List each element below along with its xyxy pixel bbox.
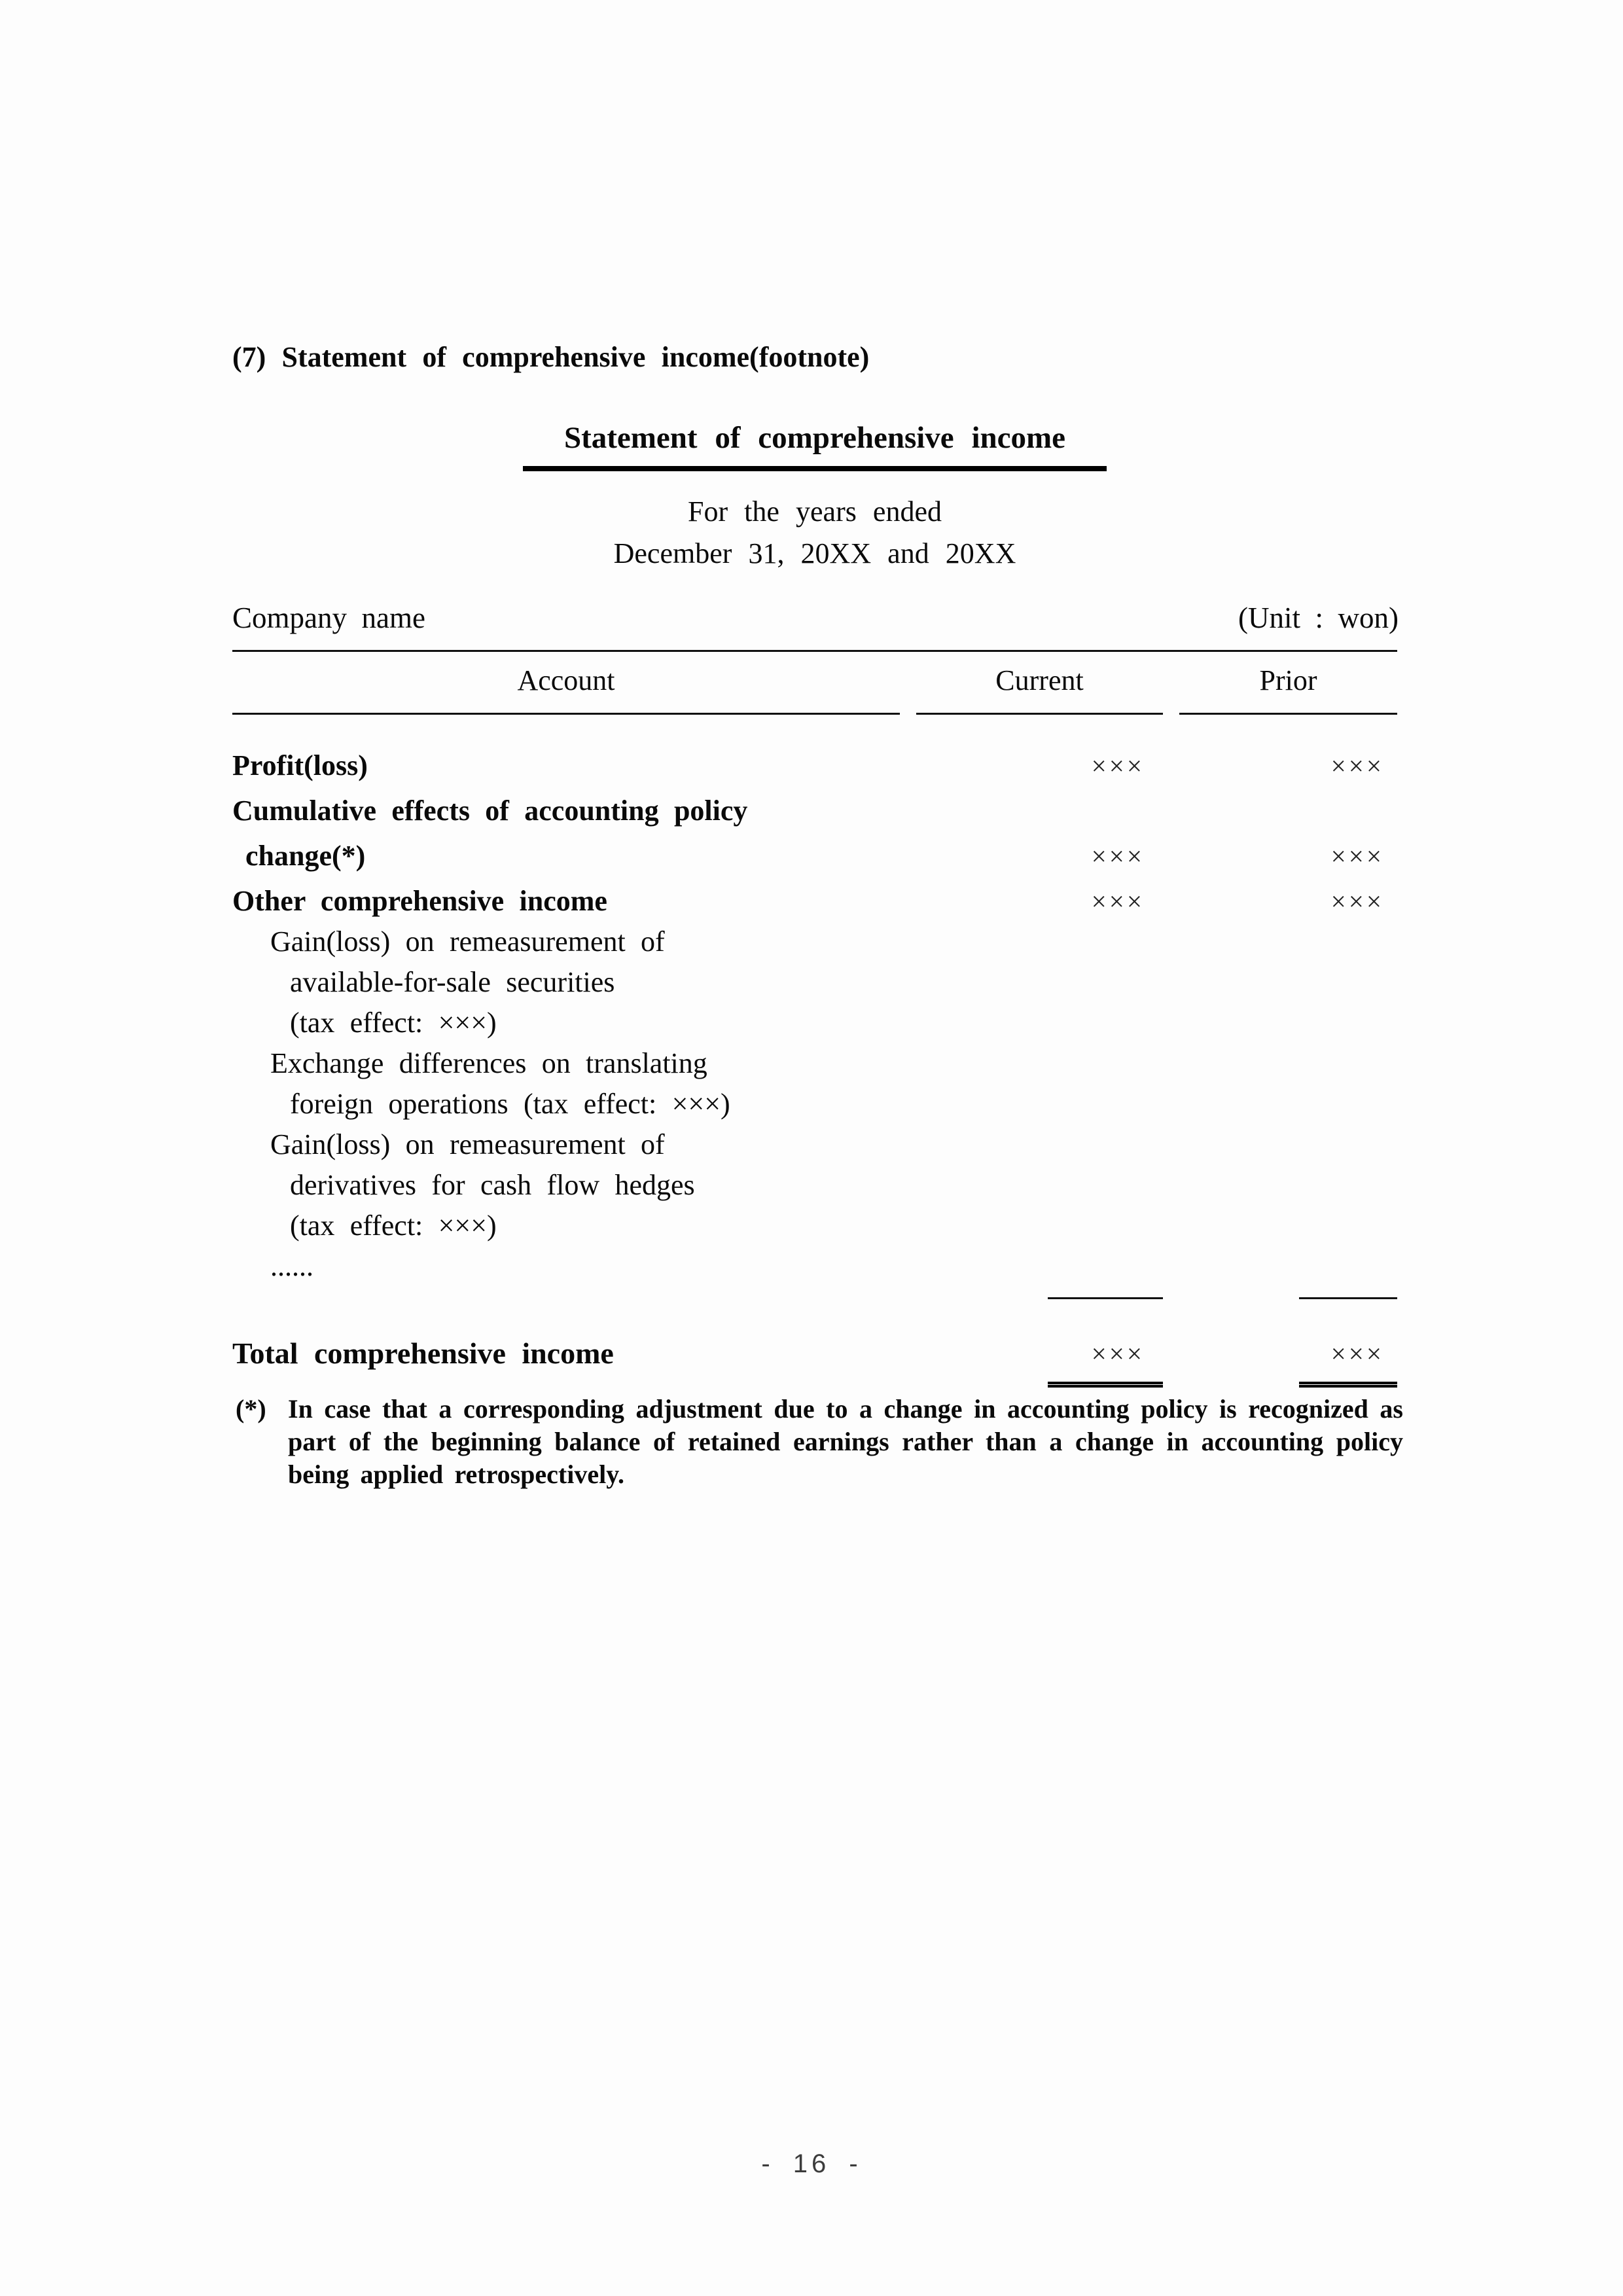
prior-cell: ××× [1330,886,1384,916]
table-row [232,1043,1397,1084]
prior-cell [1179,1084,1397,1124]
statement-table [232,650,1397,1388]
current-cell [916,922,1163,962]
current-cell [916,1043,1163,1084]
account-cell: Other comprehensive income [232,885,607,917]
unit-label: (Unit : won) [1238,601,1399,634]
current-cell [916,1084,1163,1124]
account-cell: Gain(loss) on remeasurement of [270,1128,665,1160]
table-row [232,1165,1397,1206]
table-row [232,836,1397,876]
section-heading: (7) Statement of comprehensive income(footnote) [232,341,870,373]
total-row [232,1333,1397,1388]
account-cell: Gain(loss) on remeasurement of [270,925,665,958]
table-row [232,1206,1397,1246]
table-row [232,1084,1397,1124]
prior-cell [1179,1043,1397,1084]
subtotal-rule-spacer [232,1297,900,1299]
total-current-cell [916,1333,1163,1388]
current-cell [916,791,1163,831]
table-row [232,962,1397,1003]
prior-cell [1179,1124,1397,1165]
footnote-text: In case that a corresponding adjustment due to a change in accounting policy is recognized as part of the beginning balance of retained earnings rather than a change in accounting policy being applied retrospectively. [288,1394,1403,1489]
account-cell: change(*) [245,840,366,872]
current-cell [916,1165,1163,1206]
prior-cell [1179,922,1397,962]
prior-cell [1179,1206,1397,1246]
table-row [232,1124,1397,1165]
footnote-marker: (*) [236,1394,266,1424]
prior-cell [1179,1003,1397,1043]
period-line-2: December 31, 20XX and 20XX [613,537,1016,569]
table-row [232,791,1397,831]
statement-title-block [232,420,1397,575]
account-cell: (tax effect: ×××) [290,1210,497,1242]
statement-title: Statement of comprehensive income [563,421,1066,455]
company-name-label: Company name [232,601,425,634]
table-row [232,881,1397,922]
total-prior-value: ××× [1330,1338,1384,1369]
account-cell: ...... [270,1250,313,1282]
account-cell: Exchange differences on translating [270,1047,707,1079]
prior-cell [1179,1246,1397,1287]
header-prior: Prior [1179,652,1397,715]
current-cell: ××× [1091,751,1145,781]
account-cell: available-for-sale securities [290,966,615,998]
page-number: - 16 - [761,2149,862,2178]
current-cell [916,1003,1163,1043]
current-cell [916,1246,1163,1287]
table-body [232,715,1397,1287]
total-double-rule-current [1048,1382,1163,1388]
total-prior-cell [1179,1333,1397,1388]
subtotal-rule-current [1048,1297,1163,1299]
period-line-1: For the years ended [687,495,942,528]
current-cell [916,1206,1163,1246]
footnote [236,1393,1403,1491]
current-cell [916,1124,1163,1165]
account-cell: (tax effect: ×××) [290,1007,497,1039]
table-row [232,1246,1397,1287]
subtotal-rule-row [232,1297,1397,1299]
account-cell: Cumulative effects of accounting policy [232,795,748,827]
table-row [232,1003,1397,1043]
subtotal-rule-prior-cell [1179,1297,1397,1299]
current-cell: ××× [1091,841,1145,871]
table-row [232,745,1397,786]
prior-cell: ××× [1330,751,1384,781]
subtotal-rule-prior [1299,1297,1397,1299]
table-header-row [232,652,1397,715]
account-cell: derivatives for cash flow hedges [290,1169,695,1201]
account-cell: foreign operations (tax effect: ×××) [290,1088,730,1120]
prior-cell [1179,962,1397,1003]
total-label: Total comprehensive income [232,1336,614,1370]
prior-cell [1179,791,1397,831]
prior-cell: ××× [1330,841,1384,871]
subtotal-rule-current-cell [916,1297,1163,1299]
current-cell: ××× [1091,886,1145,916]
prior-cell [1179,1165,1397,1206]
total-double-rule-prior [1299,1382,1397,1388]
current-cell [916,962,1163,1003]
header-current: Current [916,652,1163,715]
account-cell: Profit(loss) [232,749,368,781]
total-current-value: ××× [1091,1338,1145,1369]
table-row [232,922,1397,962]
header-account: Account [232,652,900,715]
company-unit-row [232,601,1399,635]
title-double-rule [523,466,1107,471]
